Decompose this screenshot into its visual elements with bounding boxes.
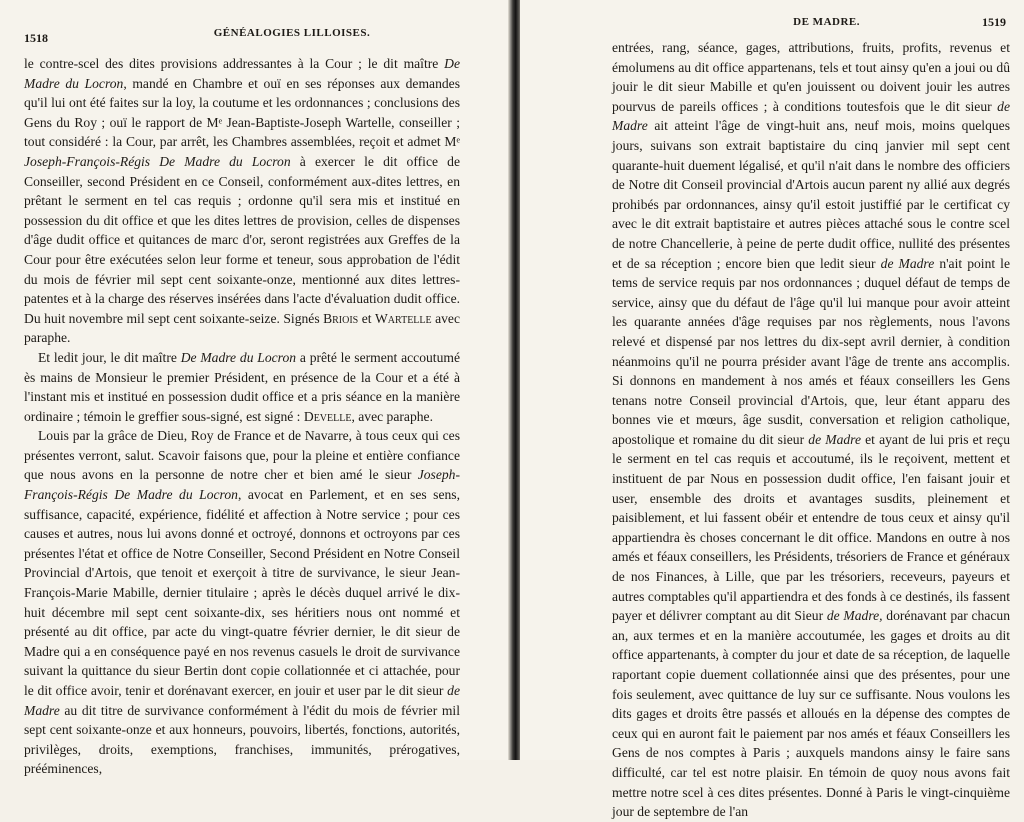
right-running-head: DE MADRE. — [793, 16, 860, 28]
text-run: a prêté le serment accoutumé ès mains de Monsieur le premier Président, en présence de la Cour et a été à l'instant mis et institué en possession dudit office et a pris séance en la manière ordinaire ; témoin le greffier sous-signé, est signé : — [24, 349, 460, 424]
text-run: , avec paraphe. — [351, 408, 433, 424]
italic-name: De Madre du Locron — [24, 56, 460, 91]
text-run: entrées, rang, séance, gages, attributions, fruits, profits, revenus et émolumens au dit office appartenans, tels et tout ainsy qu'en a joui ou dû jouir le dit sieur Mabille et qu'en jouissent ou doivent jouir les autres pourvus de pareils offices ; à conditions toutesfois que le dit sieur — [612, 40, 1010, 114]
text-run: et — [358, 310, 375, 326]
right-page-number: 1519 — [982, 15, 1006, 29]
signature-name: Develle — [303, 408, 352, 424]
italic-name: Joseph-François-Régis De Madre du Locron — [24, 153, 291, 169]
signature-name: Briois — [323, 310, 359, 326]
signature-name: Wartelle — [374, 310, 432, 326]
left-page — [0, 0, 512, 777]
italic-name: de Madre, — [826, 608, 883, 624]
left-page-number: 1518 — [24, 31, 48, 45]
paragraph — [24, 426, 460, 779]
text-run: à exercer le dit office de Conseiller, second Président en ce Conseil, conformément aux-dites lettres, en prêtant le serment en tel cas requis ; ordonne qu'il sera mis et institué en possession du dit office et que les dites lettres de provision, celles de dispenses d'âge dudit office et quitances de marc d'or, seront registrées aux Greffes de la Cour pour être exécutées selon leur forme et teneur, sous approbation de l'édit du mois de février mil sept cent soixante-onze, mentionné aux dites lettres-patentes et à la charge des réserves insérées dans l'acte d'évaluation dudit office. Du huit novembre mil sept cent soixante-seize. Signés — [24, 153, 460, 326]
right-page-header — [612, 0, 1010, 30]
paragraph — [612, 38, 1010, 822]
text-run: et ayant de lui pris et reçu le serment en tel cas requis et accoutumé, ils le reçoivent, mettent et instituent de par Nous en possession dudit office, l'en faisant jouir et user, ensemble des droits et avantages susdits, pleinement et paisiblement, et lui fassent obéir et entendre de tous ceux et ainsy qu'il appartiendra ès choses concernant le dit office. Mandons en outre à nos amés et féaux conseillers, les Présidents, trésoriers de France et généraux de nos Finances, à Lille, que par les trésoriers, receveurs, payeurs et autres comptables qu'il appartiendra et des fonds à ce destinés, ils fassent payer et délivrer comptant au dit Sieur — [612, 431, 1011, 624]
italic-name: de Madre — [24, 683, 460, 718]
left-page-body — [24, 54, 460, 779]
italic-name: Joseph-François-Régis De Madre du Locron — [24, 467, 460, 503]
italic-name: de Madre — [880, 255, 935, 271]
italic-name: de Madre — [808, 431, 861, 447]
text-run: Louis par la grâce de Dieu, Roy de France et de Navarre, à tous ceux qui ces présentes verront, salut. Scavoir faisons que, pour la pleine et entière confiance que nous avons en la personne de notre cher et bien amé le sieur — [24, 428, 460, 483]
right-page — [520, 0, 1024, 820]
text-run: le contre-scel des dites provisions addressantes à la Cour ; le dit maître — [24, 56, 445, 71]
paragraph — [24, 348, 460, 426]
text-run: , mandé en Chambre et ouï en ses réponses aux demandes qu'il lui ont été faites sur la loy, la coutume et les ordonnances ; conclusions des Gens du Roy ; ouï le rapport de Mᵉ Jean-Baptiste-Joseph Wartelle, conseiller ; tout considéré : la Cour, par arrêt, les Chambres assemblées, reçoit et admet Mᵉ — [24, 75, 460, 150]
text-run: dorénavant par chacun an, aux termes et en la manière accoutumée, les gages et droits au dit office appartenants, à compter du jour et date de sa réception, de laquelle raportant copie duement collationnée ainsi que des présentes, pour une fois seulement, avec quittance de luy sur ce suffisante. Nous voulons les dits gages et droits être passés et alloués en la dépense des comptes de ceux qui en auront fait le paiement par nos amés et féaux Conseillers les Gens de nos comptes à Paris ; auxquels mandons ainsy le faire sans difficulté, car tel est notre plaisir. En témoin de quoy nous avons fait mettre notre scel à ces dites présentes. Donné à Paris le vingt-cinquième jour de septembre de l'an — [612, 608, 1010, 820]
italic-name: De Madre du Locron — [180, 349, 297, 365]
text-run: ait atteint l'âge de vingt-huit ans, neuf mois, moins quelques jours, suivans son extrait baptistaire du cinq janvier mil sept cent quarante-huit duement légalisé, et qu'il n'ait dans le nombre des officiers de Notre dit Conseil provincial d'Artois aucun parent ny allié aux degrés prohibés par ordonnances, ainsy qu'il estoit justiffié par le certificat cy avec le dit extrait baptistaire et autres pièces attaché sous le contre scel de notre Chancellerie, à peine de perte dudit office, nullité des présentes et de sa réception ; encore bien que ledit sieur — [612, 118, 1010, 271]
paragraph — [24, 54, 460, 348]
text-run: au dit titre de survivance conformément à l'édit du mois de février mil sept cent soixante-onze et aux honneurs, pouvoirs, libertés, fonctions, autorités, privilèges, droits, exemptions, franchises, immunités, prérogatives, prééminences, — [24, 702, 460, 777]
right-page-body — [612, 38, 1010, 822]
text-run: , avocat en Parlement, et en ses sens, suffisance, capacité, expérience, fidélité et affection à Notre service ; pour ces causes et autres, nous lui avons donné et octroyé, donnons et octroyons par ces présentes l'état et office de Notre Conseiller, Second Président en Notre Conseil Provincial d'Artois, que tenoit et exerçoit à titre de survivance, le sieur Jean-François-Marie Mabille, dernier titulaire ; après le décès duquel arrivé le dix-huit décembre mil sept cent soixante-dix, ses héritiers nous ont nommé et présenté au dit office, par acte du vingt-quatre février dernier, le dit sieur de Madre qui a en conséquence payé en nos revenus casuels le droit de survivance suivant la quittance du sieur Bertin dont copie collationnée et ci attachée, pour le dit office avoir, tenir et dorénavant exercer, en jouir et user par le dit sieur — [24, 487, 460, 698]
left-running-head: GÉNÉALOGIES LILLOISES. — [213, 27, 371, 39]
text-run: n'ait point le tems de service requis par nos ordonnances ; duquel défaut de temps de service, ainsy que du défaut de l'âge qu'il lui manque pour avoir atteint les quarante années d'âge requises par nos règlements, nous l'avons relevé et dispensé par nos lettres du dix-sept avril dernier, à condition néanmoins qu'il ne pourra présider avant l'âge de trente ans accomplis. Si donnons en mandement à nos amés et féaux conseillers les Gens tenans notre Conseil provincial d'Artois, que, leur étant apparu des bonnes vie et mœurs, âge susdit, conversation et religion catholique, apostolique et romaine du dit sieur — [612, 255, 1010, 447]
left-page-header — [24, 0, 460, 45]
italic-name: de Madre — [612, 98, 1010, 134]
text-run: Et ledit jour, le dit maître — [38, 349, 181, 365]
text-run: avec paraphe. — [24, 310, 460, 346]
